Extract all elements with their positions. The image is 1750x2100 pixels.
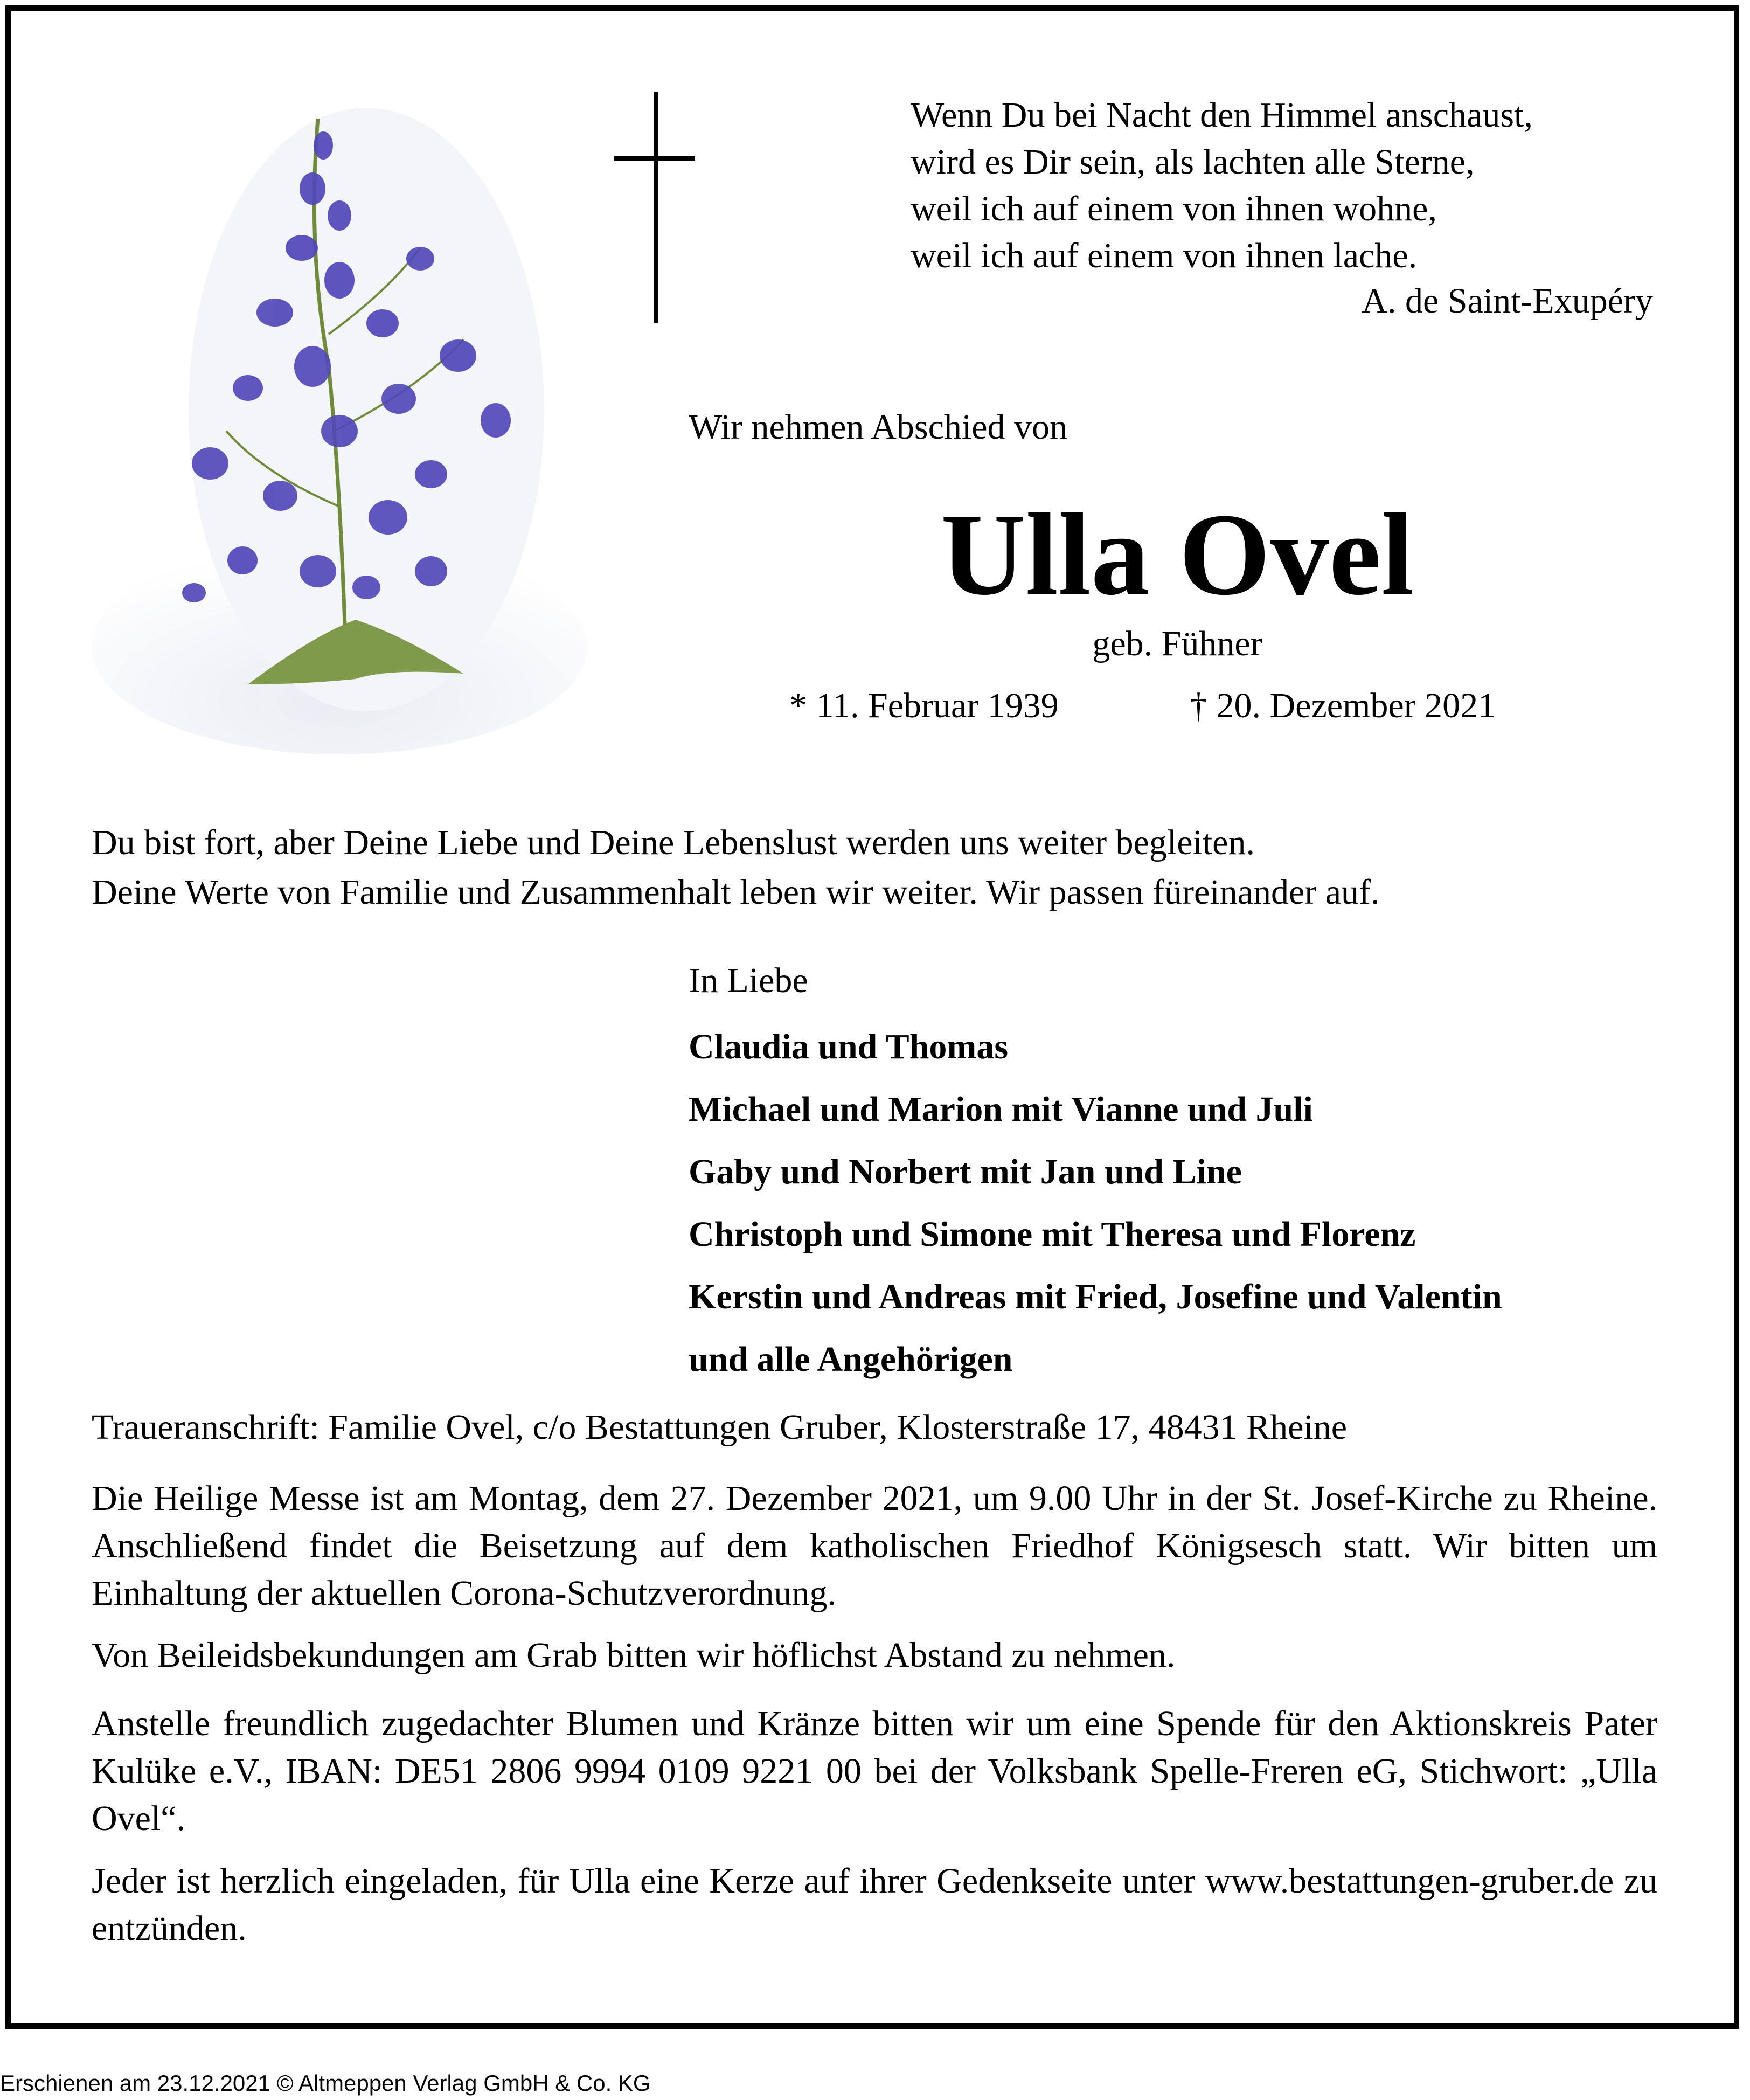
tribute-line: Du bist fort, aber Deine Liebe und Deine Lebenslust werden uns weiter begleiten. [92,823,1255,862]
family-member: und alle Angehörigen [689,1340,1013,1379]
poem-line: weil ich auf einem von ihnen lache. [911,236,1418,275]
contact-address: Traueranschrift: Familie Ovel, c/o Bestattungen Gruber, Klosterstraße 17, 48431 Rheine [92,1408,1348,1447]
cross-icon-bar [614,156,695,161]
farewell-intro: Wir nehmen Abschied von [689,407,1068,447]
poem-line: Wenn Du bei Nacht den Himmel anschaust, [911,95,1533,135]
flower-illustration [86,86,593,754]
graveside-note: Von Beileidsbekundungen am Grab bitten wir höflichst Abstand zu nehmen. [92,1635,1176,1675]
poem [911,92,1533,279]
poem-line: weil ich auf einem von ihnen wohne, [911,189,1437,228]
publication-footer: Erschienen am 23.12.2021 © Altmeppen Verlag GmbH & Co. KG [0,2070,651,2096]
mass-info: Die Heilige Messe ist am Montag, dem 27. Dezember 2021, um 9.00 Uhr in der St. Josef-Kirche zu Rheine. Anschließend findet die Beisetzung auf dem katholischen Friedhof Königsesch statt. Wir bitten um Einhaltung der aktuellen Corona-Schutzverordnung. [92,1479,1657,1613]
family-member: Michael und Marion mit Vianne und Juli [689,1090,1313,1129]
birth-date: * 11. Februar 1939 [789,686,1059,725]
donation-info: Anstelle freundlich zugedachter Blumen und Kränze bitten wir um eine Spende für den Aktionskreis Pater Kulüke e.V., IBAN: DE51 2806 9994 0109 9221 00 bei der Volksbank Spelle-Freren eG, Stichwort: „Ulla Ovel“. [92,1704,1657,1838]
poem-author: A. de Saint-Exupéry [1362,281,1653,321]
tribute-line: Deine Werte von Familie und Zusammenhalt leben wir weiter. Wir passen füreinander auf. [92,872,1380,912]
family-list [689,1016,1502,1391]
family-member: Gaby und Norbert mit Jan und Line [689,1152,1242,1191]
deceased-name: Ulla Ovel [941,490,1414,620]
tribute-text [92,818,1380,917]
cross-icon [654,92,658,323]
born-name: geb. Fühner [1092,624,1262,663]
family-member: Claudia und Thomas [689,1027,1009,1066]
family-member: Kerstin und Andreas mit Fried, Josefine und Valentin [689,1277,1502,1316]
family-member: Christoph und Simone mit Theresa und Florenz [689,1215,1416,1254]
signoff: In Liebe [689,961,808,1000]
death-date: † 20. Dezember 2021 [1190,686,1496,725]
poem-line: wird es Dir sein, als lachten alle Sterne, [911,142,1475,182]
candle-invitation: Jeder ist herzlich eingeladen, für Ulla eine Kerze auf ihrer Gedenkseite unter www.bestattungen-gruber.de zu entzünden. [92,1861,1657,1948]
